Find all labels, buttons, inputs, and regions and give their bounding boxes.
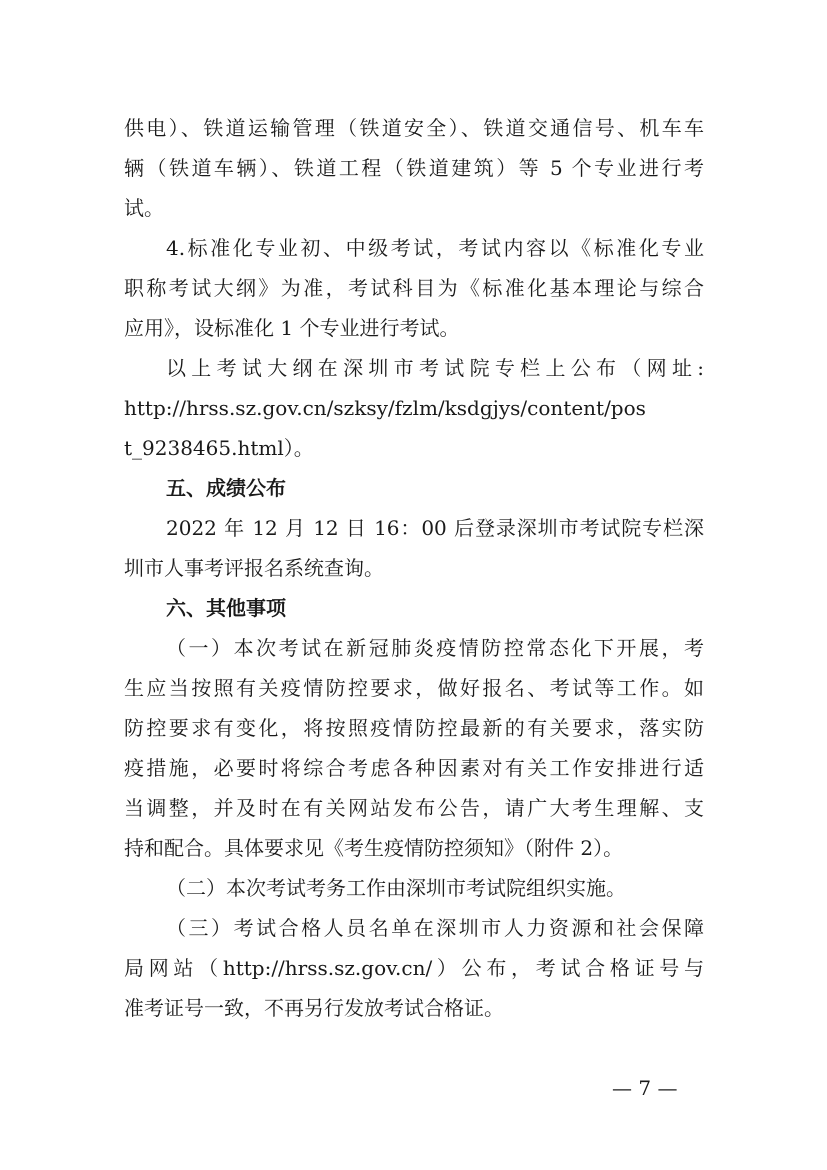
paragraph-line: 准考证号一致，不再另行发放考试合格证。 xyxy=(124,996,504,1020)
paragraph-line: 供电）、铁道运输管理（铁道安全）、铁道交通信号、机车车 xyxy=(124,116,704,140)
paragraph-line: 辆（铁道车辆）、铁道工程（铁道建筑）等 5 个专业进行考 xyxy=(124,156,704,180)
paragraph-line: http://hrss.sz.gov.cn/szksy/fzlm/ksdgjys/content/pos xyxy=(124,396,646,420)
paragraph-line: 职称考试大纲》为准，考试科目为《标准化基本理论与综合 xyxy=(124,276,704,300)
paragraph-line: （一）本次考试在新冠肺炎疫情防控常态化下开展，考 xyxy=(166,636,704,660)
paragraph-line: 防控要求有变化，将按照疫情防控最新的有关要求，落实防 xyxy=(124,716,704,740)
paragraph-line: 2022 年 12 月 12 日 16：00 后登录深圳市考试院专栏深 xyxy=(166,516,704,540)
paragraph-line: （三）考试合格人员名单在深圳市人力资源和社会保障 xyxy=(166,916,704,940)
paragraph-line: 应用》，设标准化 1 个专业进行考试。 xyxy=(124,316,460,340)
paragraph-line: 疫措施，必要时将综合考虑各种因素对有关工作安排进行适 xyxy=(124,756,704,780)
paragraph-line: （二）本次考试考务工作由深圳市考试院组织实施。 xyxy=(166,876,626,900)
paragraph-line: 生应当按照有关疫情防控要求，做好报名、考试等工作。如 xyxy=(124,676,704,700)
paragraph-line: 圳市人事考评报名系统查询。 xyxy=(124,556,384,580)
paragraph-line: 局网站（http://hrss.sz.gov.cn/）公布，考试合格证号与 xyxy=(124,956,704,980)
paragraph-line: 试。 xyxy=(124,196,164,220)
paragraph-line: 以上考试大纲在深圳市考试院专栏上公布（网址: xyxy=(166,356,704,380)
section-heading: 六、其他事项 xyxy=(166,596,286,620)
paragraph-line: 当调整，并及时在有关网站发布公告，请广大考生理解、支 xyxy=(124,796,704,820)
section-heading: 五、成绩公布 xyxy=(166,476,286,500)
paragraph-line: t_9238465.html）。 xyxy=(124,436,314,460)
paragraph-line: 4.标准化专业初、中级考试，考试内容以《标准化专业 xyxy=(166,236,704,260)
paragraph-line: 持和配合。具体要求见《考生疫情防控须知》（附件 2）。 xyxy=(124,836,624,860)
page-number: — 7 — xyxy=(612,1076,678,1100)
